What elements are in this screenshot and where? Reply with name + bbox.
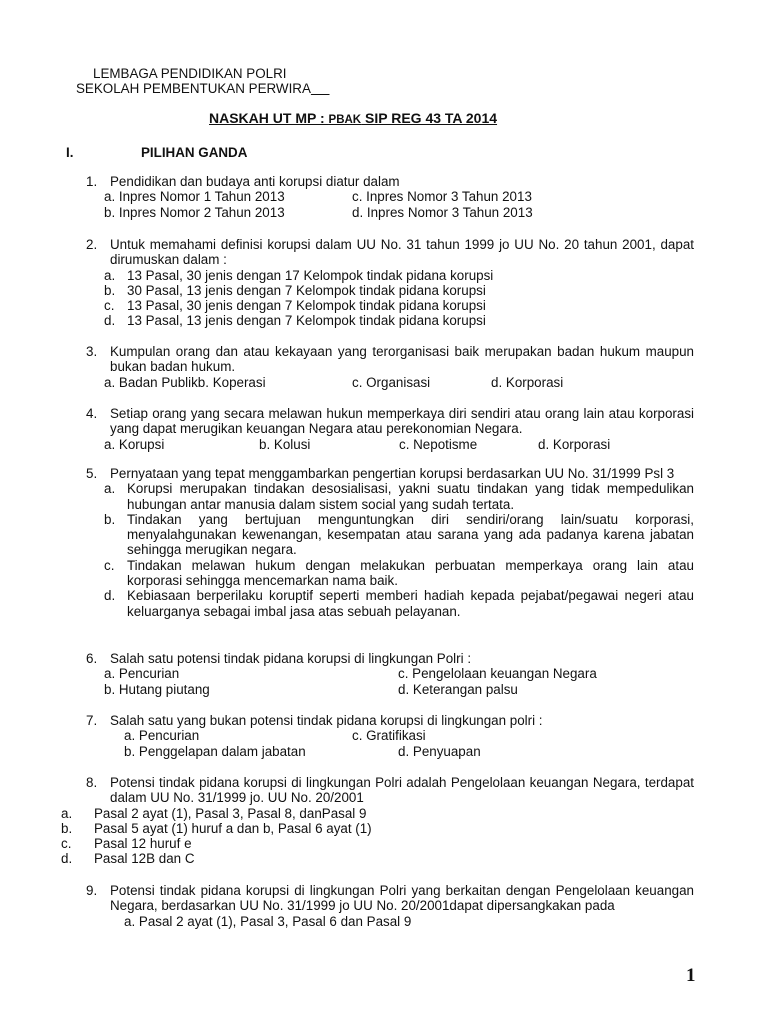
option-a	[61, 806, 694, 821]
question-number: 2.	[86, 237, 98, 252]
question-number: 3.	[86, 344, 98, 359]
exam-title-subject: PBAK	[328, 114, 362, 126]
option-d: d. Korporasi	[538, 436, 611, 452]
option-letter: a.	[61, 805, 73, 821]
option-text: Pasal 5 ayat (1) huruf a dan b, Pasal 6 ayat (1)	[94, 820, 372, 836]
option-d: d. Korporasi	[491, 374, 564, 390]
page-number: 1	[686, 965, 696, 986]
option-letter: c.	[104, 298, 115, 314]
question-5	[86, 466, 694, 619]
option-c: c. Inpres Nomor 3 Tahun 2013	[352, 189, 532, 205]
option-a	[104, 481, 694, 512]
question-text: Setiap orang yang secara melawan hukun memperkaya diri sendiri atau orang lain atau korporasi yang dapat merugikan keuangan Negara atau perekonomian Negara.	[110, 406, 694, 437]
option-b	[104, 512, 694, 558]
option-text: Pasal 12 huruf e	[94, 836, 192, 852]
question-6	[86, 651, 694, 697]
option-d	[104, 313, 694, 328]
question-4	[86, 406, 694, 452]
school-name	[76, 81, 330, 96]
option-letter: b.	[104, 511, 116, 527]
option-text: Tindakan melawan hukum dengan melakukan perbuatan memperkaya orang lain atau korporasi sehingga mencemarkan nama baik.	[127, 557, 694, 589]
option-a-b: a. Badan Publikb. Koperasi	[104, 374, 266, 390]
question-number: 9.	[86, 883, 98, 898]
option-letter: a.	[104, 267, 116, 283]
question-number: 6.	[86, 651, 98, 666]
school-name-text: SEKOLAH PEMBENTUKAN PERWIRA	[76, 81, 311, 96]
option-c	[104, 558, 694, 589]
question-text: Kumpulan orang dan atau kekayaan yang terorganisasi baik merupakan badan hukum maupun bukan badan hukum.	[110, 344, 694, 375]
question-8	[61, 775, 694, 867]
option-d	[104, 588, 694, 619]
option-text: 13 Pasal, 13 jenis dengan 7 Kelompok tindak pidana korupsi	[127, 313, 486, 329]
question-text: Potensi tindak pidana korupsi di lingkungan Polri yang berkaitan dengan Pengelolaan keuangan Negara, berdasarkan UU No. 31/1999 jo UU No. 20/2001dapat dipersangkakan pada	[110, 883, 694, 914]
option-c	[104, 298, 694, 313]
option-b: b. Kolusi	[259, 436, 311, 452]
exam-title	[209, 111, 497, 128]
question-9	[86, 883, 694, 929]
exam-title-rest: SIP REG 43 TA 2014	[361, 110, 498, 126]
option-d	[61, 851, 694, 866]
option-letter: c.	[61, 836, 72, 852]
option-text: Pasal 2 ayat (1), Pasal 3, Pasal 8, danPasal 9	[94, 805, 367, 821]
option-text: 13 Pasal, 30 jenis dengan 17 Kelompok tindak pidana korupsi	[127, 267, 494, 283]
option-a: a. Inpres Nomor 1 Tahun 2013	[104, 189, 285, 205]
question-number: 5.	[86, 466, 98, 481]
option-c: c. Nepotisme	[399, 436, 478, 452]
option-b: b. Inpres Nomor 2 Tahun 2013	[104, 204, 285, 220]
option-c	[61, 836, 694, 851]
option-letter: c.	[104, 557, 115, 573]
option-text: 13 Pasal, 30 jenis dengan 7 Kelompok tindak pidana korupsi	[127, 298, 486, 314]
option-d: d. Penyuapan	[398, 743, 481, 759]
option-letter: d.	[104, 588, 116, 604]
option-text: Pasal 12B dan C	[94, 851, 195, 867]
question-text: Pendidikan dan budaya anti korupsi diatur dalam	[110, 174, 400, 189]
question-number: 1.	[86, 174, 98, 189]
option-b: b. Hutang piutang	[104, 681, 210, 697]
question-text: Untuk memahami definisi korupsi dalam UU No. 31 tahun 1999 jo UU No. 20 tahun 2001, dapat dirumuskan dalam :	[110, 237, 694, 268]
option-letter: b.	[61, 820, 73, 836]
question-2	[86, 237, 694, 329]
option-text: Kebiasaan berperilaku koruptif seperti memberi hadiah kepada pejabat/pegawai negeri atau keluarganya sebagai imbal jasa atas sebuah pelayanan.	[127, 588, 694, 619]
option-letter: d.	[104, 313, 116, 329]
option-text: Tindakan yang bertujuan menguntungkan diri sendiri/orang lain/suatu korporasi, menyalahgunakan kewenangan, kesempatan atau sarana yang ada padanya karena jabatan sehingga merugikan negara.	[127, 511, 694, 558]
option-a: a. Pencurian	[104, 666, 180, 682]
question-number: 8.	[86, 775, 98, 790]
question-number: 4.	[86, 406, 98, 421]
option-b	[104, 283, 694, 298]
question-7	[86, 713, 694, 759]
option-d: d. Keterangan palsu	[398, 681, 518, 697]
option-c: c. Gratifikasi	[352, 728, 426, 744]
institution-name: LEMBAGA PENDIDIKAN POLRI	[93, 66, 287, 81]
option-a: a. Korupsi	[104, 436, 165, 452]
section-number: I.	[66, 145, 74, 160]
exam-title-main: NASKAH UT MP :	[209, 110, 329, 126]
option-d: d. Inpres Nomor 3 Tahun 2013	[352, 204, 533, 220]
option-letter: d.	[61, 851, 73, 867]
question-3	[86, 344, 694, 390]
question-text: Salah satu yang bukan potensi tindak pidana korupsi di lingkungan polri :	[110, 713, 543, 728]
school-name-underline	[311, 81, 330, 96]
option-text: 30 Pasal, 13 jenis dengan 7 Kelompok tindak pidana korupsi	[127, 282, 486, 298]
section-title: PILIHAN GANDA	[141, 145, 248, 160]
option-c: c. Organisasi	[352, 374, 431, 390]
option-b: b. Penggelapan dalam jabatan	[124, 743, 306, 759]
question-text: Potensi tindak pidana korupsi di lingkungan Polri adalah Pengelolaan keuangan Negara, terdapat dalam UU No. 31/1999 jo. UU No. 20/2001	[110, 775, 694, 806]
question-text: Salah satu potensi tindak pidana korupsi di lingkungan Polri :	[110, 651, 472, 666]
question-number: 7.	[86, 713, 98, 728]
option-b	[61, 821, 694, 836]
option-letter: a.	[104, 481, 116, 497]
option-text: Korupsi merupakan tindakan desosialisasi, yakni suatu tindakan yang tidak mempedulikan hubungan antar manusia dalam sistem social yang sudah tertata.	[127, 481, 694, 512]
question-text: Pernyataan yang tepat menggambarkan pengertian korupsi berdasarkan UU No. 31/1999 Psl 3	[110, 466, 675, 481]
question-1	[86, 174, 694, 220]
option-a	[104, 268, 694, 283]
option-a: a. Pasal 2 ayat (1), Pasal 3, Pasal 6 dan Pasal 9	[124, 913, 412, 929]
option-letter: b.	[104, 282, 116, 298]
option-c: c. Pengelolaan keuangan Negara	[398, 666, 597, 682]
option-a: a. Pencurian	[124, 728, 200, 744]
